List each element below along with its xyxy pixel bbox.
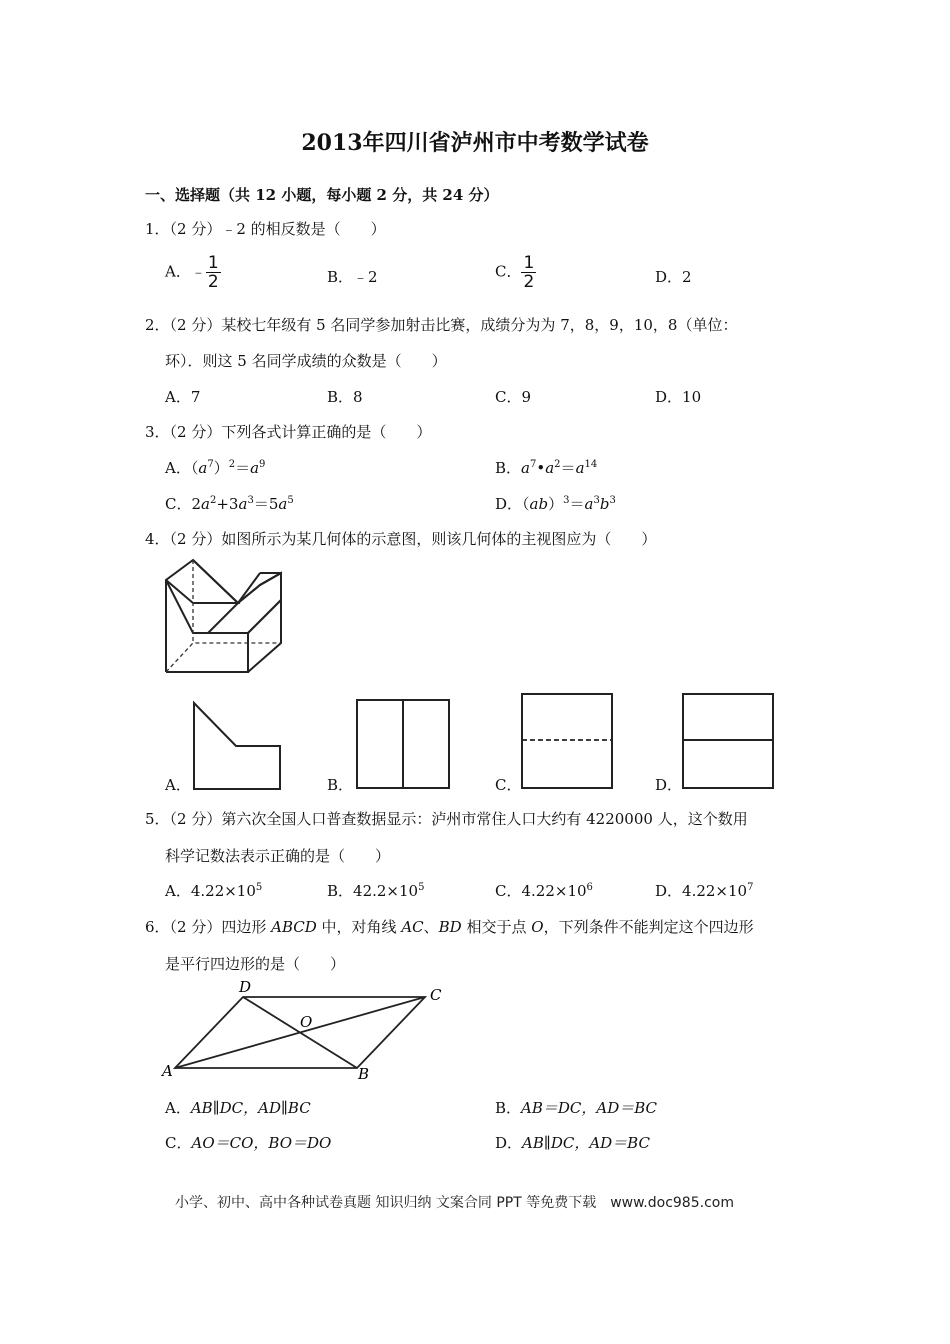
vertex-label-c: C bbox=[430, 986, 442, 1004]
fraction bbox=[521, 254, 536, 291]
math-expression: $(ab)^3=a^3b^3$ bbox=[522, 495, 616, 513]
question-1-option-b[interactable]: B．﹣2 bbox=[327, 268, 378, 286]
exponent: 5 bbox=[418, 882, 425, 893]
question-5-option-b[interactable] bbox=[327, 880, 424, 901]
option-label: A． bbox=[165, 882, 191, 900]
option-label: C． bbox=[165, 495, 192, 513]
question-5-option-a[interactable] bbox=[165, 880, 262, 901]
vertex-label-d: D bbox=[239, 978, 252, 996]
text-run: BD bbox=[438, 918, 462, 936]
option-label: B． bbox=[495, 459, 522, 477]
fraction bbox=[206, 254, 221, 291]
question-3-stem: 3．（2 分）下列各式计算正确的是（ ） bbox=[145, 423, 432, 441]
math-expression: $(a^7)^2=a^9$ bbox=[190, 459, 266, 477]
option-label: A． bbox=[165, 459, 191, 477]
center-label-o: O bbox=[300, 1013, 313, 1031]
question-6-line-1 bbox=[145, 916, 754, 937]
scientific-base: 4.22×10 bbox=[521, 882, 587, 900]
front-view-option-b bbox=[356, 699, 452, 791]
question-1-option-a[interactable] bbox=[165, 254, 221, 291]
question-4-stem: 4．（2 分）如图所示为某几何体的示意图，则该几何体的主视图应为（ ） bbox=[145, 530, 657, 548]
text-run: 中，对角线 bbox=[316, 918, 402, 936]
text-run: O bbox=[531, 918, 544, 936]
fraction-denominator: 2 bbox=[207, 272, 219, 292]
scientific-base: 4.22×10 bbox=[190, 882, 256, 900]
option-label: A． bbox=[165, 262, 191, 281]
fraction-numerator: 1 bbox=[523, 253, 535, 273]
fraction-denominator: 2 bbox=[523, 272, 535, 292]
fraction-numerator: 1 bbox=[207, 253, 219, 273]
question-3-option-b[interactable] bbox=[495, 457, 597, 478]
question-1-option-c[interactable] bbox=[495, 254, 536, 291]
text-run: ABCD bbox=[271, 918, 317, 936]
footer-text: 小学、初中、高中各种试卷真题 知识归纳 文案合同 PPT 等免费下载 www.doc985.com bbox=[175, 1195, 734, 1211]
text-run: 相交于点 bbox=[461, 918, 532, 936]
question-6-option-a[interactable] bbox=[165, 1097, 311, 1118]
option-label: A． bbox=[165, 1099, 191, 1117]
option-text: AB∥DC，AD∥BC bbox=[190, 1099, 311, 1117]
text-run: ，下列条件不能判定这个四边形 bbox=[543, 918, 754, 936]
vertex-label-b: B bbox=[358, 1065, 370, 1083]
question-2-option-c[interactable]: C．9 bbox=[495, 388, 532, 406]
question-6-option-c[interactable] bbox=[165, 1132, 331, 1153]
question-4-option-a[interactable]: A． bbox=[165, 776, 191, 794]
question-5-option-d[interactable] bbox=[655, 880, 753, 901]
question-5-line-2: 科学记数法表示正确的是（ ） bbox=[165, 847, 391, 865]
math-expression: $2a^2+3a^3=5a^5$ bbox=[191, 495, 294, 513]
question-2-option-b[interactable]: B．8 bbox=[327, 388, 363, 406]
question-3-option-d[interactable] bbox=[495, 493, 616, 514]
question-4-option-b[interactable]: B． bbox=[327, 776, 354, 794]
question-2-option-d[interactable]: D．10 bbox=[655, 388, 702, 406]
option-label: D． bbox=[495, 1134, 523, 1152]
option-label: C． bbox=[495, 882, 522, 900]
question-1-option-d[interactable]: D．2 bbox=[655, 268, 692, 286]
minus-sign: ﹣ bbox=[190, 262, 206, 281]
text-run: 6．（2 分）四边形 bbox=[145, 918, 272, 936]
front-view-option-c bbox=[521, 693, 615, 791]
diagonal-bd bbox=[243, 997, 357, 1068]
section-heading: 一、选择题（共 12 小题，每小题 2 分，共 24 分） bbox=[145, 186, 499, 204]
question-4-option-d[interactable]: D． bbox=[655, 776, 683, 794]
option-label: C． bbox=[165, 1134, 192, 1152]
front-view-option-d bbox=[682, 693, 776, 791]
option-label: C． bbox=[495, 262, 522, 281]
page-title: 2013年四川省泸州市中考数学试卷 bbox=[301, 130, 649, 156]
math-expression: $a^7•a^2=a^{14}$ bbox=[521, 459, 598, 477]
question-2-line-2: 环）．则这 5 名同学成绩的众数是（ ） bbox=[165, 352, 447, 370]
option-label: D． bbox=[495, 495, 523, 513]
question-3-option-c[interactable] bbox=[165, 493, 294, 514]
option-label: B． bbox=[327, 882, 354, 900]
option-text: AO＝CO，BO＝DO bbox=[191, 1134, 332, 1152]
exponent: 6 bbox=[586, 882, 593, 893]
parallelogram-diagram bbox=[160, 978, 460, 1083]
option-label: B． bbox=[495, 1099, 522, 1117]
question-3-option-a[interactable] bbox=[165, 457, 265, 478]
scientific-base: 42.2×10 bbox=[353, 882, 419, 900]
question-6-line-2: 是平行四边形的是（ ） bbox=[165, 955, 346, 973]
question-6-option-b[interactable] bbox=[495, 1097, 657, 1118]
front-view-option-a bbox=[193, 702, 283, 792]
text-run: 、 bbox=[423, 918, 439, 936]
question-2-line-1: 2．（2 分）某校七年级有 5 名同学参加射击比赛，成绩分为为 7，8，9，10，8（单位： bbox=[145, 316, 738, 334]
option-text: AB＝DC，AD＝BC bbox=[521, 1099, 658, 1117]
option-label: D． bbox=[655, 882, 683, 900]
question-6-option-d[interactable] bbox=[495, 1132, 650, 1153]
text-run: AC bbox=[401, 918, 424, 936]
question-5-option-c[interactable] bbox=[495, 880, 593, 901]
exponent: 7 bbox=[747, 882, 754, 893]
solid-figure-diagram bbox=[160, 555, 290, 680]
vertex-label-a: A bbox=[162, 1062, 173, 1080]
question-2-option-a[interactable]: A．7 bbox=[165, 388, 201, 406]
exponent: 5 bbox=[255, 882, 263, 893]
question-4-option-c[interactable]: C． bbox=[495, 776, 522, 794]
scientific-base: 4.22×10 bbox=[682, 882, 748, 900]
question-1-stem: 1．（2 分）﹣2 的相反数是（ ） bbox=[145, 220, 386, 238]
question-5-line-1: 5．（2 分）第六次全国人口普查数据显示：泸州市常住人口大约有 4220000 人，这个数用 bbox=[145, 810, 748, 828]
option-text: AB∥DC，AD＝BC bbox=[522, 1134, 650, 1152]
